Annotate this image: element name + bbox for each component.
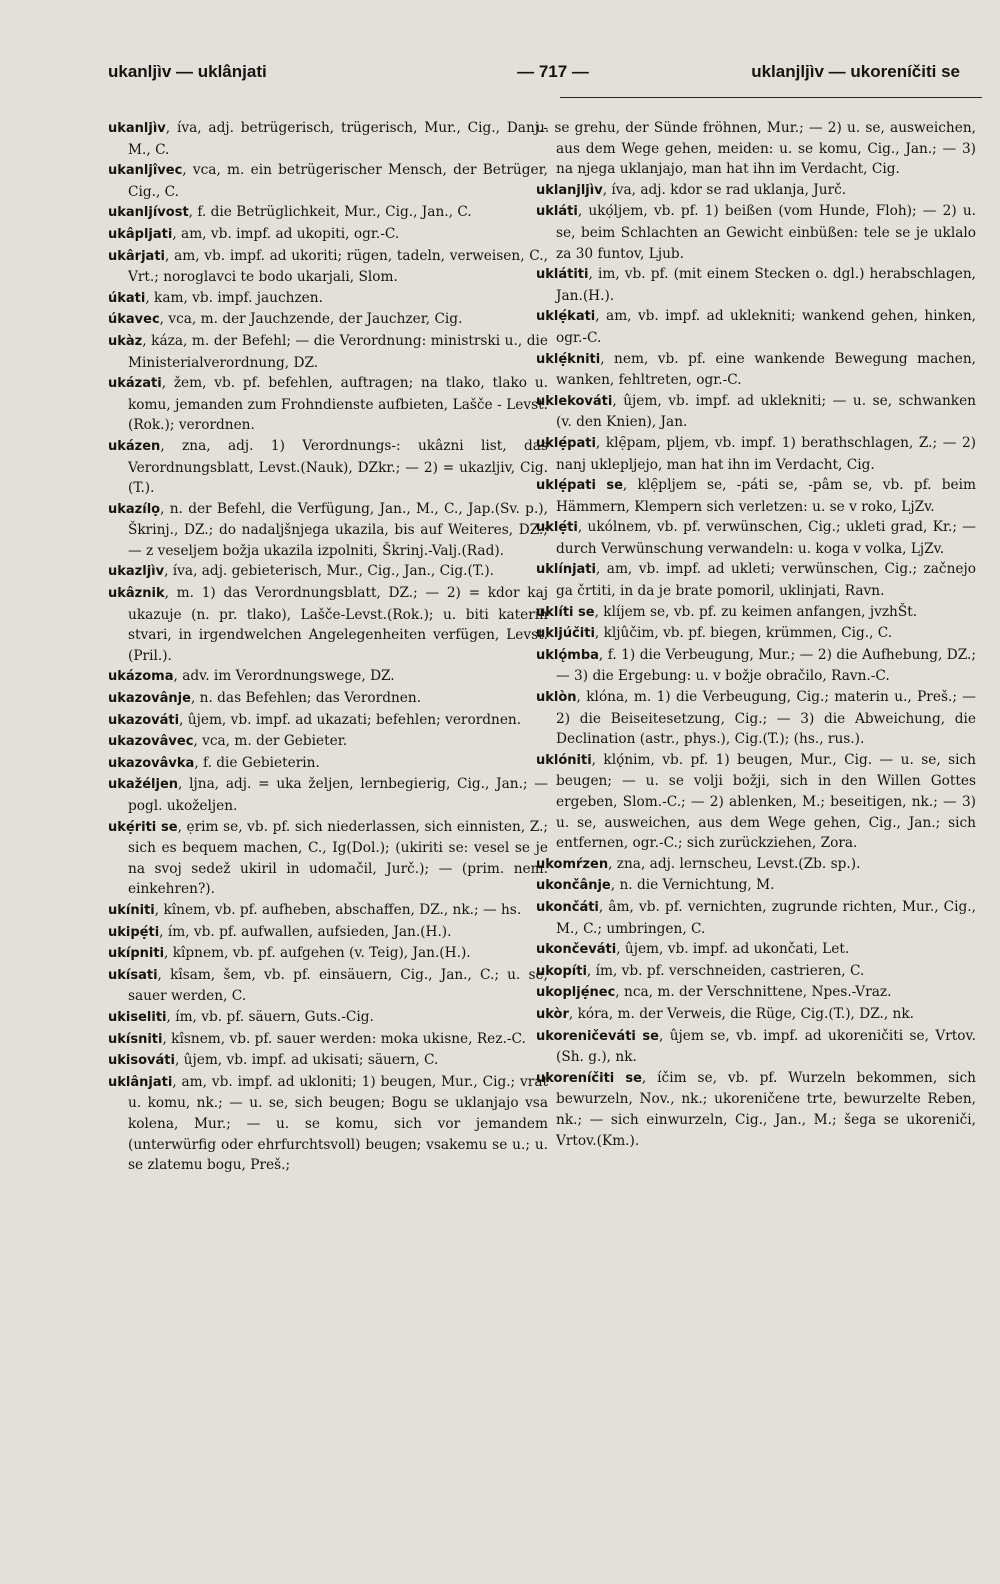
entry-headword: ukípniti xyxy=(108,946,165,962)
entry-headword: ukončáti xyxy=(536,899,599,915)
entry-headword: uklẹ́kati xyxy=(536,309,596,325)
entry-definition: , ûjem, vb. impf. ad ukončati, Let. xyxy=(616,941,850,958)
dictionary-entry xyxy=(108,309,548,331)
entry-headword: uklânjati xyxy=(108,1074,173,1090)
dictionary-entry xyxy=(536,349,976,391)
dictionary-entry xyxy=(108,710,548,732)
entry-definition: , íva, adj. betrügerisch, trügerisch, Mur., Cig., Danj.-M., C. xyxy=(128,120,548,158)
entry-definition: , kîsnem, vb. pf. sauer werden: moka ukisne, Rez.-C. xyxy=(162,1030,526,1047)
entry-definition: u. se grehu, der Sünde fröhnen, Mur.; — 2) u. se, ausweichen, aus dem Wege gehen, meiden: u. se komu, Cig., Jan.; — 3) na njega uklanjajo, man hat ihn im Verdacht, Cig. xyxy=(536,120,976,178)
dictionary-entry xyxy=(108,583,548,666)
entry-headword: ukâznik xyxy=(108,586,165,602)
entry-definition: , ukólnem, vb. pf. verwünschen, Cig.; ukleti grad, Kr.; — durch Verwünschung verwandeln: u. koga v volka, LjZv. xyxy=(556,519,976,557)
entry-definition: , klóna, m. 1) die Verbeugung, Cig.; materin u., Preš.; — 2) die Beiseitesetzung, Cig.; — 3) die Abweichung, die Declination (astr., phys.), Cig.(T.); (hs., rus.). xyxy=(556,689,976,748)
entry-definition: , íčim se, vb. pf. Wurzeln bekommen, sich bewurzeln, Nov., nk.; ukoreničene trte, bewurzelte Reben, nk.; — sich einwurzeln, Cig., Jan., M.; šega se ukoreniči, Vrtov.(Km.). xyxy=(556,1069,976,1149)
entry-headword: uklẹ́kniti xyxy=(536,351,601,367)
entry-headword: uklekováti xyxy=(536,393,613,409)
dictionary-entry xyxy=(108,118,548,160)
entry-headword: ukončânje xyxy=(536,878,611,894)
dictionary-entry xyxy=(108,753,548,775)
entry-definition: , am, vb. impf. ad ukloniti; 1) beugen, Mur., Cig.; vrat u. komu, nk.; — u. se, sich beugen; Bogu se uklanjajo vsa kolena, Mur.; — u. se komu, sich vor jemandem (unterwürfig oder ehrfurchtsvoll) beugen; vsakemu se u.; u. se zlatemu bogu, Preš.; xyxy=(128,1073,548,1174)
entry-definition: , ûjem, vb. impf. ad uklekniti; — u. se, schwanken (v. den Knien), Jan. xyxy=(556,392,976,431)
entry-headword: ukláti xyxy=(536,204,578,220)
dictionary-entry xyxy=(536,602,976,624)
entry-headword: ukazováti xyxy=(108,712,180,728)
entry-definition: , káza, m. der Befehl; — die Verordnung: ministrski u., die Ministerialverordnung, DZ. xyxy=(128,332,548,371)
entry-definition: , klẹ̑pljem se, -páti se, -pâm se, vb. pf. beim Hämmern, Klempern sich verletzen: u. se v roko, LjZv. xyxy=(556,477,976,515)
entry-definition: , f. 1) die Verbeugung, Mur.; — 2) die Aufhebung, DZ.; — 3) die Ergebung: u. v božje obračilo, Ravn.-C. xyxy=(556,646,976,685)
dictionary-entry xyxy=(536,1004,976,1026)
entry-headword: ukomŕzen xyxy=(536,856,609,872)
entry-definition: , ẹrim se, vb. pf. sich niederlassen, sich einnisten, Z.; sich es bequem machen, C., Ig(Dol.); (ukiriti se: vesel se je na svoj sedež ukiril in udomačil, Jurč.); — (prim. nem. einkehren?). xyxy=(128,818,548,898)
dictionary-entry xyxy=(536,201,976,264)
entry-definition: , kljûčim, vb. pf. biegen, krümmen, Cig., C. xyxy=(594,625,893,642)
dictionary-entry xyxy=(536,645,976,687)
dictionary-entry xyxy=(536,939,976,961)
entry-headword: ukârjati xyxy=(108,248,165,264)
dictionary-entry xyxy=(536,1068,976,1151)
entry-definition: , nca, m. der Verschnittene, Npes.-Vraz. xyxy=(615,984,892,1001)
entry-definition: , vca, m. der Gebieter. xyxy=(193,733,348,750)
entry-definition: , am, vb. impf. ad ukopiti, ogr.-C. xyxy=(172,225,400,242)
dictionary-entry xyxy=(536,433,976,475)
dictionary-entry xyxy=(536,1026,976,1068)
dictionary-entry xyxy=(108,688,548,710)
entry-headword: uklátiti xyxy=(536,267,589,283)
dictionary-entry xyxy=(108,373,548,436)
entry-definition: , kam, vb. impf. jauchzen. xyxy=(145,289,323,306)
entry-headword: ukazovânje xyxy=(108,691,191,707)
dictionary-entry xyxy=(108,202,548,224)
dictionary-entry xyxy=(108,1050,548,1072)
dictionary-entry xyxy=(536,750,976,854)
dictionary-entry xyxy=(108,224,548,246)
entry-headword: ukanljìv xyxy=(108,121,166,136)
entry-definition: , klíjem se, vb. pf. zu keimen anfangen, jvzhŠt. xyxy=(594,603,918,620)
dictionary-entry xyxy=(536,306,976,348)
entry-headword: ukazílọ xyxy=(108,501,161,517)
entry-definition: , ûjem, vb. impf. ad ukazati; befehlen; verordnen. xyxy=(179,711,522,728)
entry-headword: ukázen xyxy=(108,438,161,454)
entry-definition: , n. das Befehlen; das Verordnen. xyxy=(190,690,422,707)
entry-definition: , am, vb. impf. ad ukoriti; rügen, tadeln, verweisen, C., Vrt.; noroglavci te bodo ukarjali, Slom. xyxy=(128,247,548,286)
entry-headword: ukíniti xyxy=(108,902,155,918)
entry-definition: , íva, adj. kdor se rad uklanja, Jurč. xyxy=(602,181,847,198)
entry-definition: , ím, vb. pf. aufwallen, aufsieden, Jan.(H.). xyxy=(159,923,452,940)
entry-definition: , kîsam, šem, vb. pf. einsäuern, Cig., Jan., C.; u. se, sauer werden, C. xyxy=(128,966,548,1005)
dictionary-entry xyxy=(108,922,548,944)
dictionary-entry xyxy=(536,687,976,750)
entry-headword: ukiseliti xyxy=(108,1009,167,1025)
entry-headword: ukázoma xyxy=(108,669,174,685)
entry-headword: uklẹ́ti xyxy=(536,520,578,536)
entry-headword: ukázati xyxy=(108,376,162,392)
entry-definition: , vca, m. ein betrügerischer Mensch, der Betrüger, Cig., C. xyxy=(128,162,548,200)
dictionary-entry xyxy=(536,961,976,983)
entry-definition: , vca, m. der Jauchzende, der Jauchzer, Cig. xyxy=(159,311,463,328)
dictionary-entry xyxy=(536,391,976,433)
entry-headword: ukàz xyxy=(108,333,143,349)
entry-definition: , žem, vb. pf. befehlen, auftragen; na tlako, tlako u. komu, jemanden zum Frohndienste aufbieten, Lašče - Levst.(Rok.); verordnen. xyxy=(128,375,548,434)
dictionary-entry xyxy=(536,623,976,645)
header-right-guide-words: uklanjljìv — ukoreníčiti se xyxy=(751,62,960,81)
dictionary-entry xyxy=(108,965,548,1007)
dictionary-entry xyxy=(536,982,976,1004)
dictionary-entry xyxy=(108,666,548,688)
dictionary-entry xyxy=(108,160,548,202)
entry-headword: ukažéljen xyxy=(108,777,179,793)
dictionary-entry xyxy=(108,900,548,922)
entry-definition: , ím, vb. pf. säuern, Guts.-Cig. xyxy=(166,1008,374,1025)
entry-headword: uklòn xyxy=(536,690,577,706)
entry-definition: , âm, vb. pf. vernichten, zugrunde richten, Mur., Cig., M., C.; umbringen, C. xyxy=(556,898,976,937)
entry-headword: ukanljîvec xyxy=(108,163,183,179)
dictionary-entry xyxy=(536,517,976,559)
running-header xyxy=(108,58,960,92)
dictionary-entry xyxy=(108,499,548,562)
entry-headword: ukẹ́riti se xyxy=(108,819,178,835)
entry-definition: , n. die Vernichtung, M. xyxy=(610,877,775,894)
entry-headword: uklíti se xyxy=(536,604,595,620)
dictionary-entry xyxy=(536,897,976,939)
entry-headword: uklanjljìv xyxy=(536,182,603,198)
entry-headword: ukisováti xyxy=(108,1053,175,1069)
entry-definition: , im, vb. pf. (mit einem Stecken o. dgl.) herabschlagen, Jan.(H.). xyxy=(556,266,976,304)
header-rule xyxy=(560,97,982,98)
dictionary-entry xyxy=(108,1072,548,1176)
entry-definition: , kóra, m. der Verweis, die Rüge, Cig.(T.), DZ., nk. xyxy=(568,1005,915,1022)
entry-headword: ukopíti xyxy=(536,963,587,979)
dictionary-entry xyxy=(108,774,548,816)
entry-definition: , íva, adj. gebieterisch, Mur., Cig., Jan., Cig.(T.). xyxy=(164,563,495,580)
header-left-guide-words: ukanljìv — uklânjati xyxy=(108,62,267,81)
entry-definition: , am, vb. impf. ad uklekniti; wankend gehen, hinken, ogr.-C. xyxy=(556,308,976,346)
dictionary-entry xyxy=(108,288,548,310)
entry-headword: ukazovâvec xyxy=(108,734,194,750)
dictionary-entry xyxy=(108,561,548,583)
entry-definition: , f. die Betrüglichkeit, Mur., Cig., Jan., C. xyxy=(188,204,472,221)
entry-headword: ukanljívost xyxy=(108,205,189,221)
entry-headword: uklínjati xyxy=(536,562,596,578)
entry-definition: , ûjem, vb. impf. ad ukisati; säuern, C. xyxy=(174,1052,439,1069)
dictionary-entry xyxy=(108,817,548,900)
left-column xyxy=(108,118,548,1176)
entry-headword: ukipẹ́ti xyxy=(108,924,160,940)
entry-definition: , ljna, adj. = uka željen, lernbegierig, Cig., Jan.; — pogl. ukoželjen. xyxy=(128,776,548,814)
entry-headword: ukâpljati xyxy=(108,226,173,242)
entry-definition: , ukọ́ljem, vb. pf. 1) beißen (vom Hunde, Floh); — 2) u. se, beim Schlachten an Gewicht einbüßen: tele se je uklalo za 30 funtov, Ljub. xyxy=(556,203,976,262)
dictionary-entry xyxy=(536,475,976,517)
dictionary-entry xyxy=(108,246,548,288)
entry-definition: , nem, vb. pf. eine wankende Bewegung machen, wanken, fehltreten, ogr.-C. xyxy=(556,350,976,389)
entry-headword: ukísati xyxy=(108,967,158,983)
entry-headword: ukísniti xyxy=(108,1031,163,1047)
entry-headword: uklǫ́mba xyxy=(536,647,599,663)
dictionary-entry xyxy=(536,264,976,306)
dictionary-entry xyxy=(536,854,976,876)
dictionary-entry xyxy=(108,436,548,499)
entry-definition: , kîpnem, vb. pf. aufgehen (v. Teig), Jan.(H.). xyxy=(164,945,471,962)
entry-definition: , m. 1) das Verordnungsblatt, DZ.; — 2) = kdor kaj ukazuje (n. pr. tlako), Lašče-Levst.(Rok.); u. biti katerih stvari, in irgendwelchen Angelegenheiten verfügen, Levst.(Pril.). xyxy=(128,585,548,664)
dictionary-entry xyxy=(536,118,976,180)
entry-headword: ukazljìv xyxy=(108,564,165,580)
page-number: — 717 — xyxy=(517,62,589,81)
entry-headword: uklẹ́pati xyxy=(536,435,596,451)
entry-definition: , zna, adj. 1) Verordnungs-: ukâzni list, das Verordnungsblatt, Levst.(Nauk), DZkr.; — 2) = ukazljiv, Cig.(T.). xyxy=(128,437,548,497)
dictionary-entry xyxy=(108,1007,548,1029)
entry-headword: ukazovâvka xyxy=(108,755,195,771)
entry-definition: , kînem, vb. pf. aufheben, abschaffen, DZ., nk.; — hs. xyxy=(154,901,522,918)
entry-definition: , adv. im Verordnungswege, DZ. xyxy=(173,668,395,685)
entry-headword: ukopljẹ́nec xyxy=(536,985,616,1001)
dictionary-entry xyxy=(536,559,976,601)
dictionary-entry xyxy=(108,731,548,753)
entry-headword: ukljúčiti xyxy=(536,626,595,642)
entry-headword: uklẹ́pati se xyxy=(536,478,623,494)
dictionary-entry xyxy=(108,331,548,373)
entry-headword: ukončeváti xyxy=(536,942,617,958)
dictionary-entry xyxy=(108,943,548,965)
entry-headword: ukoreničeváti se xyxy=(536,1028,659,1044)
entry-headword: úkavec xyxy=(108,312,160,328)
entry-definition: , klǫ́nim, vb. pf. 1) beugen, Mur., Cig. — u. se, sich beugen; — u. se volji božji, sich in den Willen Gottes ergeben, Slom.-C.; — 2) ablenken, M.; beseitigen, nk.; — 3) u. se, ausweichen, aus dem Wege gehen, Cig., Jan.; sich entfernen, ogr.-C.; sich zurückziehen, Zora. xyxy=(556,751,976,852)
entry-headword: úkati xyxy=(108,290,146,306)
entry-definition: , klẹ̑pam, pljem, vb. impf. 1) berathschlagen, Z.; — 2) nanj uklepljejo, man hat ihn im Verdacht, Cig. xyxy=(556,434,976,473)
entry-headword: uklóniti xyxy=(536,752,592,768)
right-column xyxy=(536,118,976,1151)
entry-definition: , ûjem se, vb. impf. ad ukoreničiti se, Vrtov.(Sh. g.), nk. xyxy=(556,1027,977,1066)
entry-definition: , am, vb. impf. ad ukleti; verwünschen, Cig.; začnejo ga črtiti, in da je brate pomoril, uklinjati, Ravn. xyxy=(556,561,976,600)
entry-headword: ukoreníčiti se xyxy=(536,1070,642,1086)
entry-definition: , ím, vb. pf. verschneiden, castrieren, C. xyxy=(586,962,865,979)
entry-definition: , zna, adj. lernscheu, Levst.(Zb. sp.). xyxy=(608,855,861,872)
dictionary-entry xyxy=(108,1029,548,1051)
entry-definition: , f. die Gebieterin. xyxy=(194,754,320,771)
entry-headword: ukòr xyxy=(536,1006,569,1022)
dictionary-entry xyxy=(536,180,976,202)
dictionary-entry xyxy=(536,875,976,897)
entry-definition: , n. der Befehl, die Verfügung, Jan., M., C., Jap.(Sv. p.), Škrinj., DZ.; do nadaljšnjega ukazila, bis auf Weiteres, DZ.; — z veseljem božja ukazila izpolniti, Škrinj.-Valj.(Rad). xyxy=(128,500,548,559)
